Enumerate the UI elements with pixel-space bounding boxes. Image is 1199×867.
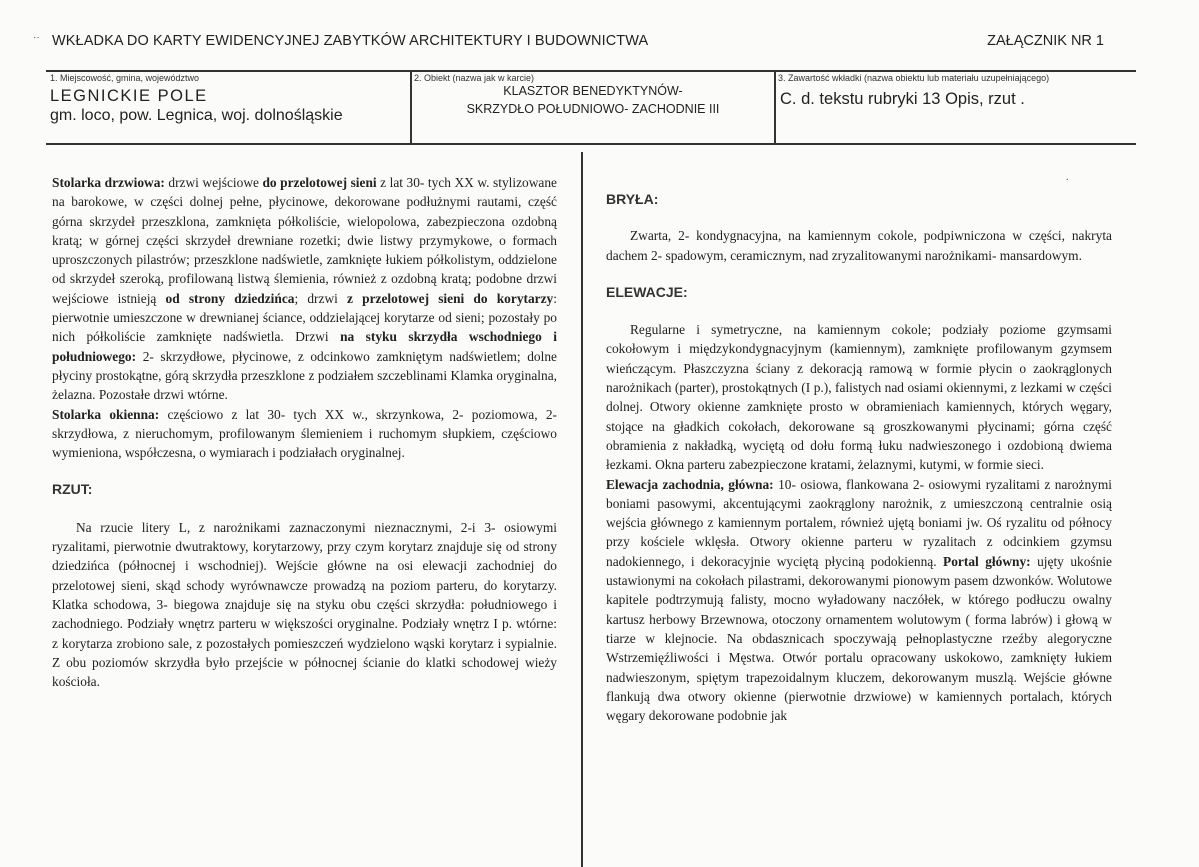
form-top-rule <box>46 70 1136 72</box>
window-joinery-paragraph: Stolarka okienna: częściowo z lat 30- tych XX w., skrzynkowa, 2- poziomowa, 2- skrzydłowa, z nieruchomym, profilowanym ślemieniem i ruchomym słupkiem, częściowo wymieniona, współczesna, o wymiarach i podziałach oryginalnej. <box>52 406 557 461</box>
door-joinery-paragraph: Stolarka drzwiowa: drzwi wejściowe do przelotowej sieni z lat 30- tych XX w. stylizowane na barokowe, w części dolnej pełne, płycinowe, dekorowane podłużnymi rautami, część górna skrzydeł przeszklona, zamknięta półkoliście, wielopolowa, zabezpieczona ozdobną kratą; w górnej części skrzydeł drewniane rozetki; dwie listwy przymykowe, o formach uproszczonych pilastrów; przeszklone nadświetle, zamknięte łukiem półkolistym, oddzielone od skrzydeł szeroką, profilowaną listwą ślemienia, również z ozdobną kratą; podobne drzwi wejściowe istnieją od strony dziedzińca; drzwi z przelotowej sieni do korytarzy: pierwotnie umieszczone w drewnianej ściance, oddzielającej korytarze od sieni; pozostały po nich półkoliście zamknięte nadświetla. Drzwi na styku skrzydła wschodniego i południowego: 2- skrzydłowe, płycinowe, z odcinkowo zamkniętym nadświetlem; dolne płyciny prostokątne, górą skrzydła przeszklone z podziałem szczeblinami Klamka oryginalna, żelazna. Pozostałe drzwi wtórne. <box>52 175 557 403</box>
column-divider <box>581 152 583 867</box>
elewacje-paragraph: Regularne i symetryczne, na kamiennym cokole; podziały poziome gzymsami cokołowym i międzykondygnacyjnym (kamiennym), zamknięte profilowanym gzymsem wieńczącym. Płaszczyzna ściany z dekoracją ramową w formie płycin o zaokrąglonych narożnikach (parter), prostokątnych (I p.), falistych nad osiami okiennymi, z lezkami w części dolnej. Otwory okienne zamknięte prosto w obramieniach kamiennych, których węgary, stojące na gładkich cokołach, dekorowane są groszkowanymi płycinami; górna część obramienia z nakładką, wyciętą od dołu formą łuku nadwieszonego i ozdobioną dwiema łezkami. Okna parteru zabezpieczone kratami, żelaznymi, kutymi, w formie sieci. <box>606 322 1112 473</box>
elewacje-heading: ELEWACJE: <box>606 283 688 300</box>
rzut-heading: RZUT: <box>52 481 93 498</box>
object-name-line1: KLASZTOR BENEDYKTYNÓW- <box>503 84 683 98</box>
form-title: WKŁADKA DO KARTY EWIDENCYJNEJ ZABYTKÓW ARCHITEKTURY I BUDOWNICTWA <box>52 33 649 49</box>
right-column <box>606 190 1112 725</box>
west-elevation-paragraph: Elewacja zachodnia, główna: 10- osiowa, flankowana 2- osiowymi ryzalitami z narożnymi boniami pasowymi, akcentującymi zaokrąglony narożnik, z umieszczoną centralnie osią wejścia głównego z kamiennym portalem, również ujętą boniami jw. Oś ryzalitu od północy przy kościele wklęsła. Otwory okienne parteru w ryzalitach z odcinkiem gzymsu nadokiennego, i dekoracyjnie wyciętą płyciną podokienną. Portal główny: ujęty ukośnie ustawionymi na cokołach pilastrami, dekorowanymi pionowym pasem dzwonków. Wolutowe kapitele podtrzymują falisty, mocno wyładowany naczółek, w którego podłuczu owalny kartusz herbowy Brzewnowa, otoczony ornamentem wolutowym ( forma labrów) i głową w tiarze w klejnocie. Na obdasznicach spoczywają pełnoplastyczne rzeźby alegoryczne Wstrzemięźliwości i Męstwa. Otwór portalu opracowany uskokowo, zamknięty łukiem nadwieszonym, spiętym trapezoidalnym kluczem, dekorowanym muszlą. Wejście główne flankują dwa otwory okienne (pierwotnie drzwiowe) w kamiennych portalach, których węgary dekorowane podobnie jak <box>606 476 1112 724</box>
contents-value: C. d. tekstu rubryki 13 Opis, rzut . <box>780 90 1025 108</box>
form-bottom-rule <box>46 143 1136 145</box>
contents-label: 3. Zawartość wkładki (nazwa obiektu lub materiału uzupełniającego) <box>778 73 1050 83</box>
door-joinery-heading: Stolarka drzwiowa: <box>52 175 165 190</box>
location-main: LEGNICKIE POLE <box>50 87 208 105</box>
rzut-paragraph: Na rzucie litery L, z narożnikami zaznaczonymi nieznacznymi, 2-i 3- osiowymi ryzalitami, pierwotnie dwutraktowy, korytarzowy, przy czym korytarz znajduje się od strony dziedzińca (północnej i wschodniej). Wejście główne na osi elewacji zachodniej do przelotowej sieni, skąd schody wyrównawcze prowadzą na poziom parteru, do korytarzy. Klatka schodowa, 3- biegowa znajduje się na styku obu części skrzydła: południowego i zachodniego. Podziały wnętrz parteru w większości oryginalne. Podziały wnętrz I p. wtórne: z korytarza zrobiono sale, z pozostałych pomieszczeń wydzielono wąski korytarz i sypialnie. Z obu poziomów skrzydła było przejście w północnej ścianie do klatki schodowej wieży kościoła. <box>52 519 557 690</box>
west-elevation-heading: Elewacja zachodnia, główna: <box>606 476 774 492</box>
object-label: 2. Obiekt (nazwa jak w karcie) <box>414 73 535 83</box>
annex-number: ZAŁĄCZNIK NR 1 <box>987 33 1104 49</box>
object-name-line2: SKRZYDŁO POŁUDNIOWO- ZACHODNIE III <box>466 102 720 116</box>
left-column <box>52 173 557 691</box>
main-portal-heading: Portal główny: <box>943 553 1031 569</box>
location-label: 1. Miejscowość, gmina, województwo <box>50 73 200 83</box>
window-joinery-heading: Stolarka okienna: <box>52 406 160 422</box>
scan-mark: . <box>1066 172 1069 183</box>
bryla-heading: BRYŁA: <box>606 191 659 207</box>
bryla-paragraph: Zwarta, 2- kondygnacyjna, na kamiennym cokole, podpiwniczona w części, nakryta dachem 2- spadowym, ceramicznym, nad zryzalitowanymi narożnikami- mansardowym. <box>606 228 1112 263</box>
field-divider <box>774 70 776 144</box>
location-sub: gm. loco, pow. Legnica, woj. dolnośląskie <box>50 107 343 124</box>
scan-mark: ˙˙ <box>33 36 40 47</box>
